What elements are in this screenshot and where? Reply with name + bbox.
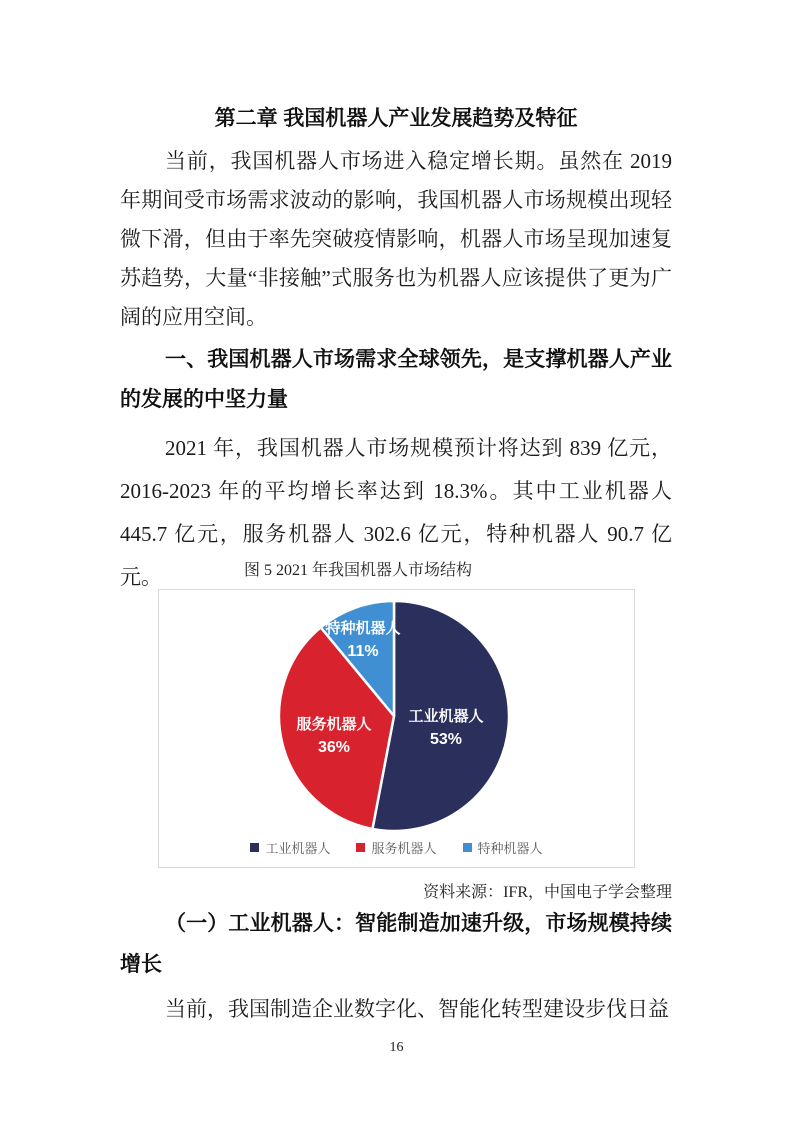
pie-label-industrial-name: 工业机器人 xyxy=(408,708,484,725)
pie-label-industrial xyxy=(408,705,483,751)
page-title: 第二章 我国机器人产业发展趋势及特征 xyxy=(214,107,578,130)
pie-label-service xyxy=(296,713,371,759)
pie-label-service-name: 服务机器人 xyxy=(296,716,372,733)
paragraph-market-size: 2021 年，我国机器人市场规模预计将达到 839 亿元，2016-2023 年的平均增长率达到 18.3%。其中工业机器人 445.7 亿元，服务机器人 302.6 亿元，特种机器人 90.7 亿元。 xyxy=(120,436,672,589)
pie-label-industrial-pct: 53% xyxy=(429,731,463,748)
legend-swatch-special xyxy=(463,843,472,852)
chart-legend xyxy=(159,838,634,857)
figure-caption: 图 5 2021 年我国机器人市场结构 xyxy=(243,562,472,579)
legend-swatch-industrial xyxy=(250,843,259,852)
legend-item-industrial xyxy=(250,838,330,857)
paragraph-industrial: 当前，我国制造企业数字化、智能化转型建设步伐日益 xyxy=(165,997,669,1021)
legend-label-special: 特种机器人 xyxy=(477,841,543,856)
legend-item-service xyxy=(356,838,436,857)
legend-label-service: 服务机器人 xyxy=(371,841,437,856)
page-number: 16 xyxy=(389,1040,404,1055)
pie-label-special xyxy=(325,617,400,663)
paragraph-intro: 当前，我国机器人市场进入稳定增长期。虽然在 2019 年期间受市场需求波动的影响，我国机器人市场规模出现轻微下滑，但由于率先突破疫情影响，机器人市场呈现加速复苏趋势，大量“非接触”式服务也为机器人应该提供了更为广阔的应用空间。 xyxy=(120,149,672,329)
pie-label-service-pct: 36% xyxy=(317,739,351,756)
section-heading-1: 一、我国机器人市场需求全球领先，是支撑机器人产业的发展的中坚力量 xyxy=(120,348,672,411)
section-heading-2: （一）工业机器人：智能制造加速升级，市场规模持续增长 xyxy=(120,911,672,976)
figure-source: 资料来源：IFR，中国电子学会整理 xyxy=(423,884,672,901)
legend-label-industrial: 工业机器人 xyxy=(265,841,331,856)
pie-label-special-pct: 11% xyxy=(347,643,379,660)
pie-label-special-name: 特种机器人 xyxy=(325,620,401,637)
pie-chart-figure xyxy=(158,589,635,868)
legend-swatch-service xyxy=(356,843,365,852)
legend-item-special xyxy=(463,838,543,857)
